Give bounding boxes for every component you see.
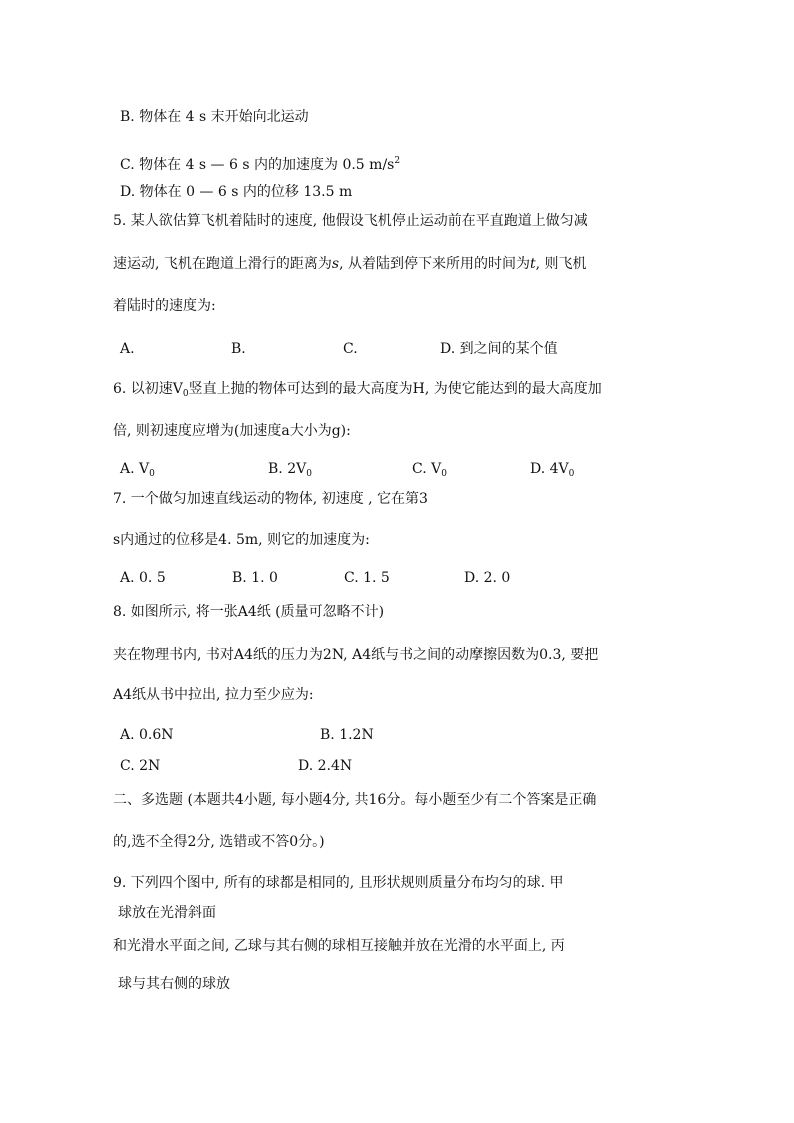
q6-option-b-sub: 0 (306, 469, 312, 479)
question-5-line-1: 5. 某人欲估算飞机着陆时的速度, 他假设飞机停止运动前在平直跑道上做匀减 (113, 213, 588, 229)
q5-option-a: A. (120, 341, 135, 357)
q5-var-s: s (331, 256, 340, 272)
question-9-line-3: 和光滑水平面之间, 乙球与其右侧的球相互接触并放在光滑的水平面上, 丙 (113, 938, 565, 954)
question-8-line-1: 8. 如图所示, 将一张A4纸 (质量可忽略不计) (113, 604, 385, 620)
option-c-line (120, 152, 400, 174)
question-5-line-2 (113, 255, 587, 273)
question-7-line-1: 7. 一个做匀加速直线运动的物体, 初速度 , 它在第3 (113, 491, 428, 507)
q6-option-d (530, 460, 574, 483)
q6-option-b-text: B. 2V (268, 461, 307, 477)
option-c-superscript: 2 (394, 156, 401, 166)
q7-option-c: C. 1. 5 (344, 570, 390, 586)
q6-option-b (268, 460, 312, 483)
q6-option-a (120, 460, 155, 483)
question-9-line-1: 9. 下列四个图中, 所有的球都是相同的, 且形状规则质量分布均匀的球. 甲 (113, 875, 564, 891)
question-9-line-4: 球与其右侧的球放 (118, 976, 230, 992)
q5-option-b: B. (231, 341, 246, 357)
question-6-line-2: 倍, 则初速度应增为(加速度a大小为g): (113, 423, 351, 439)
q7-option-d: D. 2. 0 (464, 570, 511, 586)
question-5-line-3: 着陆时的速度为: (113, 298, 216, 314)
q6-option-a-text: A. V (120, 461, 150, 477)
q8-option-d: D. 2.4N (298, 758, 353, 774)
q7-option-b: B. 1. 0 (232, 570, 278, 586)
option-d-line: D. 物体在 0 — 6 s 内的位移 13.5 m (120, 184, 353, 200)
question-8-line-3: A4纸从书中拉出, 拉力至少应为: (113, 687, 314, 703)
q6-option-c (412, 460, 447, 483)
q7-option-a: A. 0. 5 (120, 570, 166, 586)
q8-option-a: A. 0.6N (120, 727, 174, 743)
q5-option-d: D. 到之间的某个值 (440, 341, 558, 357)
q6-option-d-text: D. 4V (530, 461, 569, 477)
q8-option-c: C. 2N (120, 758, 161, 774)
section-2-heading-line-1: 二、多选题 (本题共4小题, 每小题4分, 共16分。每小题至少有二个答案是正确 (113, 792, 597, 808)
option-c-text: C. 物体在 4 s — 6 s 内的加速度为 0.5 m/s (120, 157, 395, 173)
q8-option-b: B. 1.2N (320, 727, 374, 743)
question-9-line-2: 球放在光滑斜面 (118, 905, 216, 921)
q5-text-c: , 则飞机 (535, 256, 587, 272)
q5-option-c: C. (343, 341, 358, 357)
section-2-heading-line-2: 的,选不全得2分, 选错或不答0分。) (113, 834, 325, 850)
question-7-line-2: s内通过的位移是4. 5m, 则它的加速度为: (113, 532, 370, 548)
q5-text-a: 速运动, 飞机在跑道上滑行的距离为 (113, 256, 332, 272)
q6-option-c-text: C. V (412, 461, 442, 477)
question-6-line-1 (113, 380, 602, 403)
option-b-line: B. 物体在 4 s 末开始向北运动 (120, 109, 309, 125)
q5-text-b: , 从着陆到停下来所用的时间为 (339, 256, 530, 272)
q5-var-t: t (530, 256, 536, 272)
q6-subscript: 0 (182, 389, 189, 399)
q6-option-d-sub: 0 (568, 469, 575, 479)
q6-text-b: 竖直上抛的物体可达到的最大高度为H, 为使它能达到的最大高度加 (188, 381, 602, 397)
q6-option-a-sub: 0 (149, 469, 155, 479)
question-8-line-2: 夹在物理书内, 书对A4纸的压力为2N, A4纸与书之间的动摩擦因数为0.3, 要把 (113, 647, 599, 663)
q6-option-c-sub: 0 (441, 469, 447, 479)
q6-text-a: 6. 以初速V (113, 381, 183, 397)
